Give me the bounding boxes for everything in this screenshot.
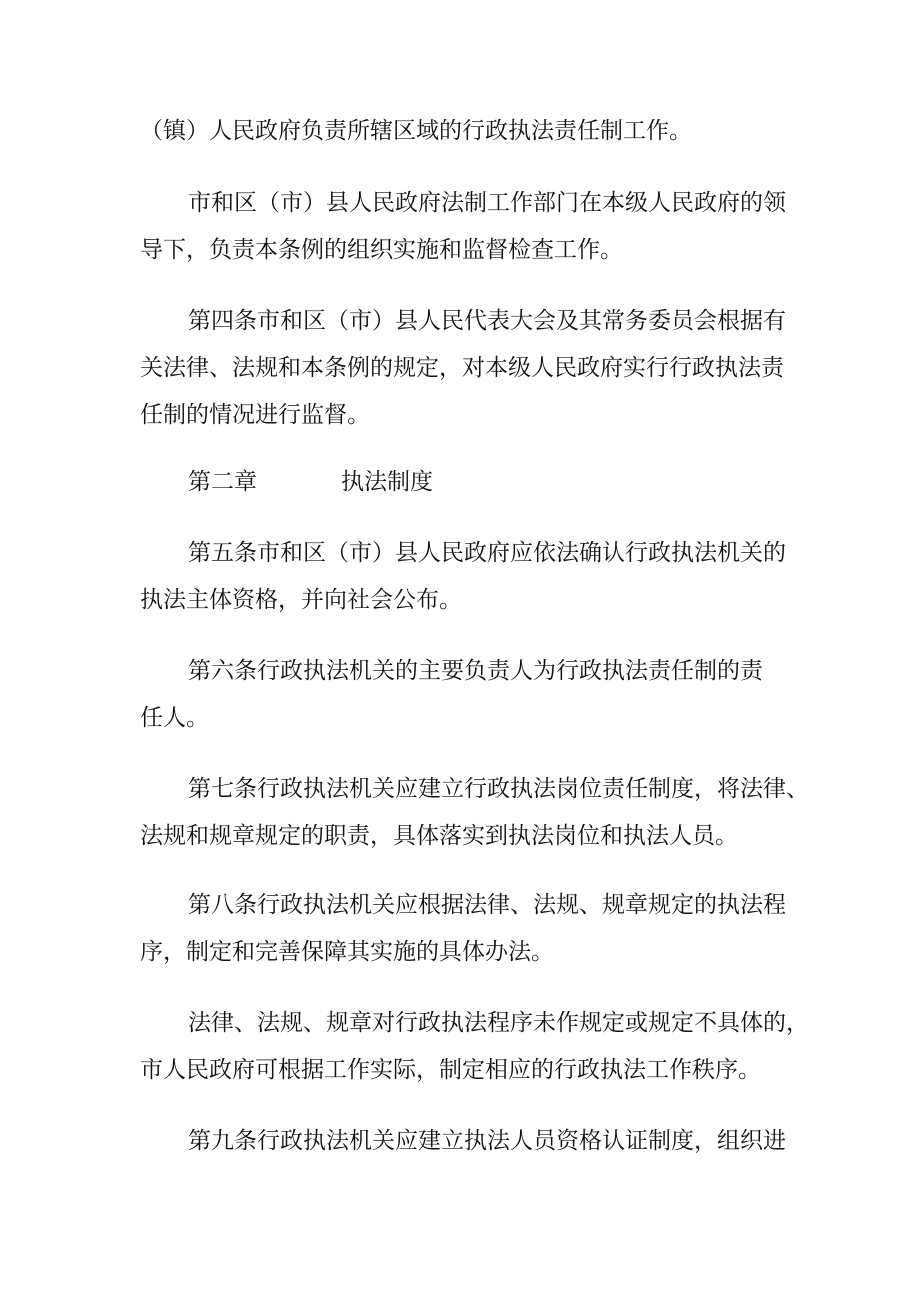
chapter-title: 执法制度: [341, 469, 433, 495]
text-line: 第八条行政执法机关应根据法律、法规、规章规定的执法程: [188, 892, 786, 918]
text-line: 市和区（市）县人民政府法制工作部门在本级人民政府的领: [188, 190, 786, 216]
text-line: 任制的情况进行监督。: [140, 402, 370, 428]
text-line: 导下，负责本条例的组织实施和监督检查工作。: [140, 237, 623, 263]
text-line: （镇）人民政府负责所辖区域的行政执法责任制工作。: [140, 118, 692, 144]
text-line: 市人民政府可根据工作实际，制定相应的行政执法工作秩序。: [140, 1057, 761, 1083]
text-line: 序，制定和完善保障其实施的具体办法。: [140, 939, 554, 965]
text-line: 第九条行政执法机关应建立执法人员资格认证制度，组织进: [188, 1128, 786, 1154]
text-line: 任人。: [140, 705, 209, 731]
text-line: 法规和规章规定的职责，具体落实到执法岗位和执法人员。: [140, 823, 738, 849]
text-line: 第六条行政执法机关的主要负责人为行政执法责任制的责: [188, 658, 763, 684]
text-line: 关法律、法规和本条例的规定，对本级人民政府实行行政执法责: [140, 355, 784, 381]
text-line: 第七条行政执法机关应建立行政执法岗位责任制度，将法律、: [188, 776, 809, 802]
chapter-number: 第二章: [188, 469, 257, 495]
text-line: 执法主体资格，并向社会公布。: [140, 587, 462, 613]
text-line: 法律、法规、规章对行政执法程序未作规定或规定不具体的，: [188, 1010, 809, 1036]
text-line: 第五条市和区（市）县人民政府应依法确认行政执法机关的: [188, 540, 786, 566]
chapter-heading: [0, 467, 920, 497]
text-line: 第四条市和区（市）县人民代表大会及其常务委员会根据有: [188, 308, 786, 334]
